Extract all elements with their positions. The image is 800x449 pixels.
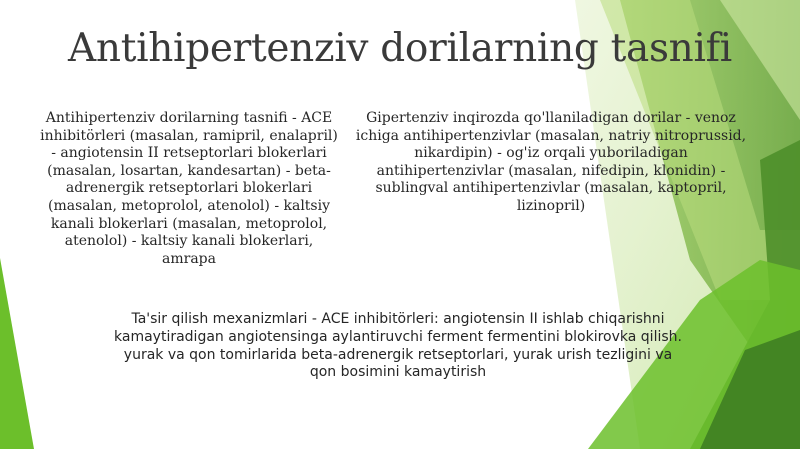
right-text-block: Gipertenziv inqirozda qo'llaniladigan dorilar - venoz ichiga antihipertenzivlar (masalan, natriy nitroprussid, nikardipin) - og'iz orqali yuboriladigan antihipertenzivlar (masalan, nifedipin, klonidin) - sublingval antihipertenzivlar (masalan, kaptopril, lizinopril) [355, 110, 747, 214]
bottom-text-block: Ta'sir qilish mexanizmlari - ACE inhibitörleri: angiotensin II ishlab chiqarishni kamaytiradigan angiotensinga aylantiruvchi ferment fermentini blokirovka qilish. yurak va qon tomirlarida beta-adrenergik retseptorlari, yurak urish tezligini va qon bosimini kamaytirish [114, 311, 682, 381]
left-text-block: Antihipertenziv dorilarning tasnifi - ACE inhibitörleri (masalan, ramipril, enalapril) - angiotensin II retseptorlari blokerlari (masalan, losartan, kandesartan) - beta-adrenergik retseptorlari blokerlari (masalan, metoprolol, atenolol) - kaltsiy kanali blokerlari (masalan, metoprolol, atenolol) - kaltsiy kanali blokerlari, amrapa [40, 110, 338, 267]
left-green-triangle [0, 258, 34, 449]
slide-title: Antihipertenziv dorilarning tasnifi [68, 26, 732, 71]
